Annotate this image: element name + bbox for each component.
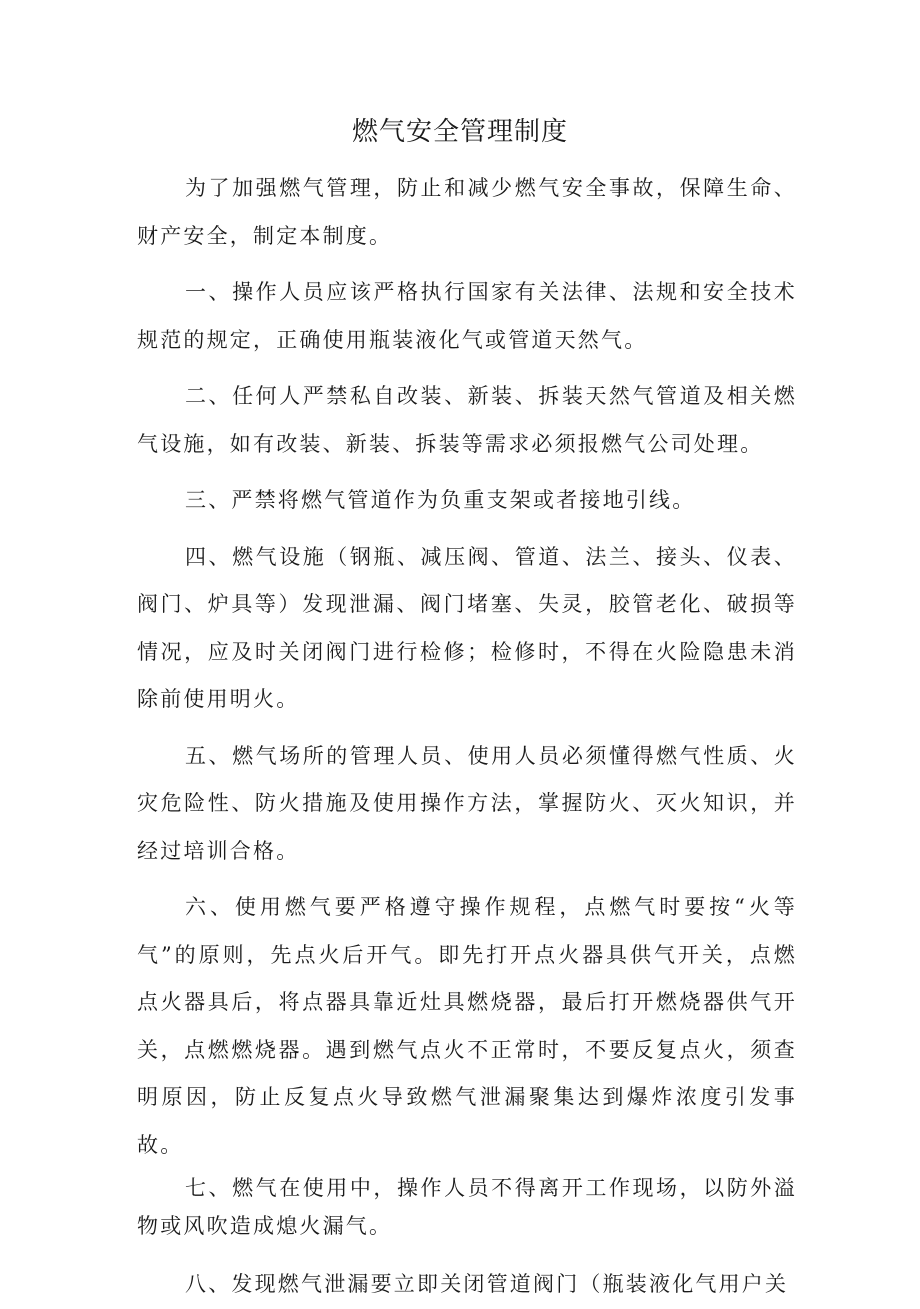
document-title: 燃气安全管理制度 [351, 117, 568, 147]
paragraph-item-4: 四、燃气设施（钢瓶、减压阀、管道、法兰、接头、仪表、阀门、炉具等）发现泄漏、阀门堵塞、失灵，胶管老化、破损等情况，应及时关闭阀门进行检修；检修时，不得在火险隐患未消除前使用明火。 [137, 544, 797, 711]
paragraph-item-5: 五、燃气场所的管理人员、使用人员必须懂得燃气性质、火灾危险性、防火措施及使用操作方法，掌握防火、灭火知识，并经过培训合格。 [137, 743, 797, 863]
paragraph-item-6: 六、使用燃气要严格遵守操作规程，点燃气时要按“火等气”的原则，先点火后开气。即先打开点火器具供气开关，点燃点火器具后，将点器具靠近灶具燃烧器，最后打开燃烧器供气开关，点燃燃烧器。遇到燃气点火不正常时，不要反复点火，须查明原因，防止反复点火导致燃气泄漏聚集达到爆炸浓度引发事故。 [137, 895, 797, 1157]
paragraph-item-7: 七、燃气在使用中，操作人员不得离开工作现场，以防外溢物或风吹造成熄火漏气。 [137, 1176, 797, 1238]
paragraph-item-3: 三、严禁将燃气管道作为负重支架或者接地引线。 [185, 488, 696, 512]
paragraph-item-1: 一、操作人员应该严格执行国家有关法律、法规和安全技术规范的规定，正确使用瓶装液化气或管道天然气。 [137, 280, 797, 352]
document-body [137, 165, 797, 1309]
paragraph-item-2: 二、任何人严禁私自改装、新装、拆装天然气管道及相关燃气设施，如有改装、新装、拆装等需求必须报燃气公司处理。 [137, 384, 797, 456]
paragraph-item-8: 八、发现燃气泄漏要立即关闭管道阀门（瓶装液化气用户关 [185, 1272, 789, 1296]
paragraph-intro: 为了加强燃气管理，防止和减少燃气安全事故，保障生命、财产安全，制定本制度。 [137, 176, 797, 248]
